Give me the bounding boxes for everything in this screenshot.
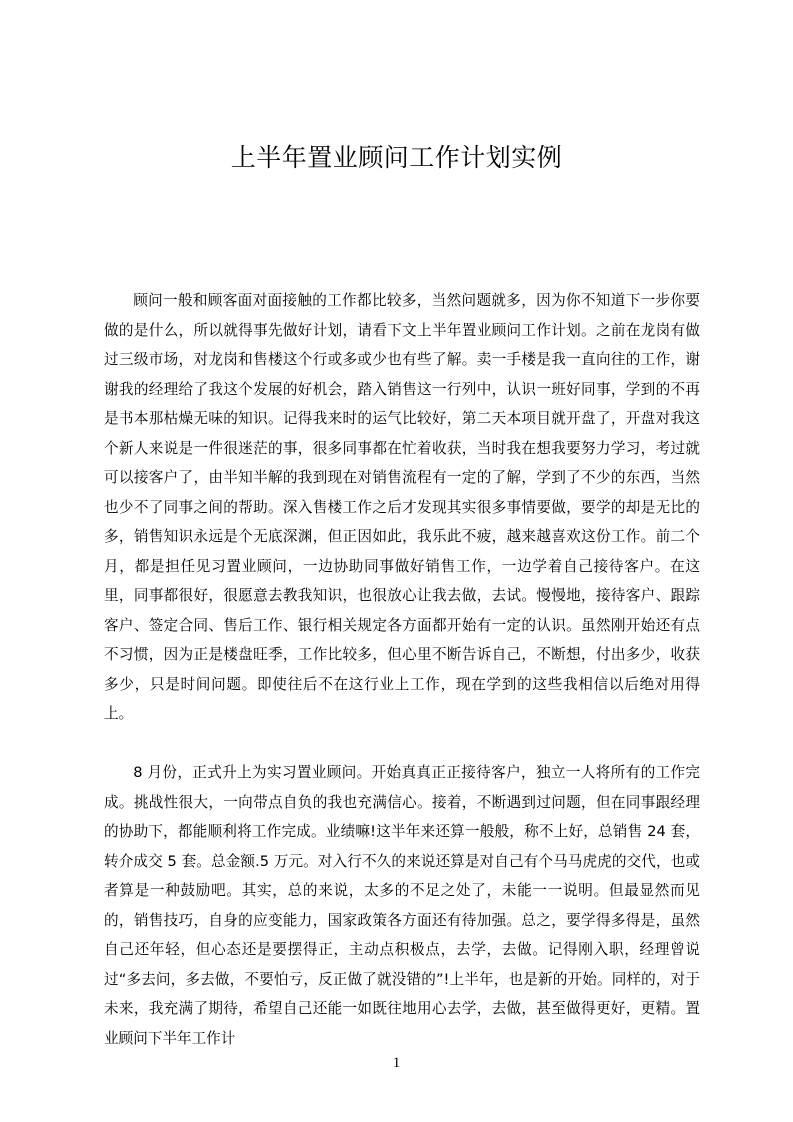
paragraph-2: 8 月份，正式升上为实习置业顾问。开始真真正正接待客户，独立一人将所有的工作完成。挑战性很大，一向带点自负的我也充满信心。接着，不断遇到过问题，但在同事跟经理的协助下，都能顺利将工作完成。业绩嘛!这半年来还算一般般，称不上好，总销售 24 套，转介成交 5 套。总金额.5 万元。对入行不久的来说还算是对自己有个马马虎虎的交代，也或者算是一种鼓励吧。其实，总的来说，太多的不足之处了，未能一一说明。但最显然而见的，销售技巧，自身的应变能力，国家政策各方面还有待加强。总之，要学得多得是，虽然自己还年轻，但心态还是要摆得正，主动点积极点，去学，去做。记得刚入职，经理曾说过“多去问，多去做，不要怕亏，反正做了就没错的”!上半年，也是新的开始。同样的，对于未来，我充满了期待，希望自己还能一如既往地用心去学，去做，甚至做得更好，更精。置业顾问下半年工作计 (104, 764, 700, 1047)
document-body (104, 286, 700, 1053)
document-title: 上半年置业顾问工作计划实例 (230, 143, 563, 172)
paragraph-1: 顾问一般和顾客面对面接触的工作都比较多，当然问题就多，因为你不知道下一步你要做的是什么，所以就得事先做好计划，请看下文上半年置业顾问工作计划。之前在龙岗有做过三级市场，对龙岗和售楼这个行或多或少也有些了解。卖一手楼是我一直向往的工作，谢谢我的经理给了我这个发展的好机会，踏入销售这一行列中，认识一班好同事，学到的不再是书本那枯燥无味的知识。记得我来时的运气比较好，第二天本项目就开盘了，开盘对我这个新人来说是一件很迷茫的事，很多同事都在忙着收获，当时我在想我要努力学习，考过就可以接客户了，由半知半解的我到现在对销售流程有一定的了解，学到了不少的东西，当然也少不了同事之间的帮助。深入售楼工作之后才发现其实很多事情要做，要学的却是无比的多，销售知识永远是个无底深渊，但正因如此，我乐此不疲，越来越喜欢这份工作。前二个月，都是担任见习置业顾问，一边协助同事做好销售工作，一边学着自己接待客户。在这里，同事都很好，很愿意去教我知识，也很放心让我去做，去试。慢慢地，接待客户、跟踪客户、签定合同、售后工作、银行相关规定各方面都开始有一定的认识。虽然刚开始还有点不习惯，因为正是楼盘旺季，工作比较多，但心里不断告诉自己，不断想，付出多少，收获多少，只是时间问题。即使往后不在这行业上工作，现在学到的这些我相信以后绝对用得上。 (104, 292, 700, 722)
page-number: 1 (392, 1055, 401, 1071)
